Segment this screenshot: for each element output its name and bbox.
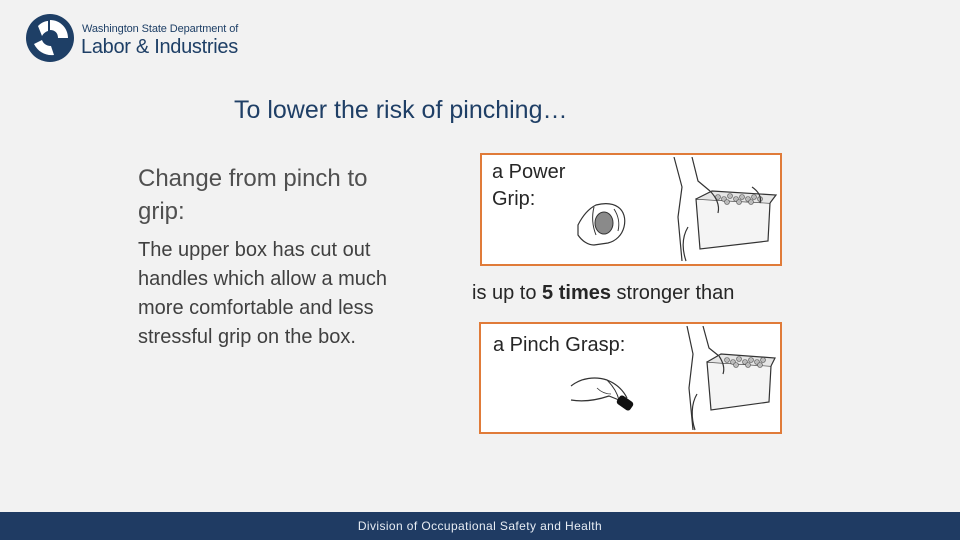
- person-carrying-box-illustration: [652, 157, 780, 263]
- power-grip-panel: [480, 153, 782, 266]
- comparison-suffix: stronger than: [610, 282, 735, 304]
- person-carrying-box-illustration: [669, 326, 779, 432]
- strength-comparison-text: [472, 282, 734, 305]
- comparison-prefix: is up to: [472, 282, 543, 304]
- pinch-grasp-label: a Pinch Grasp:: [493, 334, 626, 356]
- footer-division-text: Division of Occupational Safety and Health: [357, 519, 603, 533]
- left-heading: Change from pinch to grip:: [138, 165, 368, 225]
- logo-agency-name: Labor & Industries: [81, 36, 238, 58]
- logo-agency-line: Washington State Department of: [82, 23, 239, 35]
- comparison-emphasis: 5 times: [542, 282, 611, 304]
- footer-bar: [0, 512, 960, 540]
- left-body-text: The upper box has cut out handles which allow a much more comfortable and less stressful grip on the box.: [138, 239, 388, 348]
- pinch-grasp-panel: [479, 322, 782, 434]
- slide-title: To lower the risk of pinching…: [234, 96, 568, 124]
- agency-logo: [24, 12, 254, 64]
- power-grip-hand-illustration: [574, 195, 628, 249]
- pinch-grasp-hand-illustration: [567, 366, 637, 420]
- power-grip-label: a Power Grip:: [492, 161, 566, 210]
- lni-logo-icon: [24, 12, 76, 64]
